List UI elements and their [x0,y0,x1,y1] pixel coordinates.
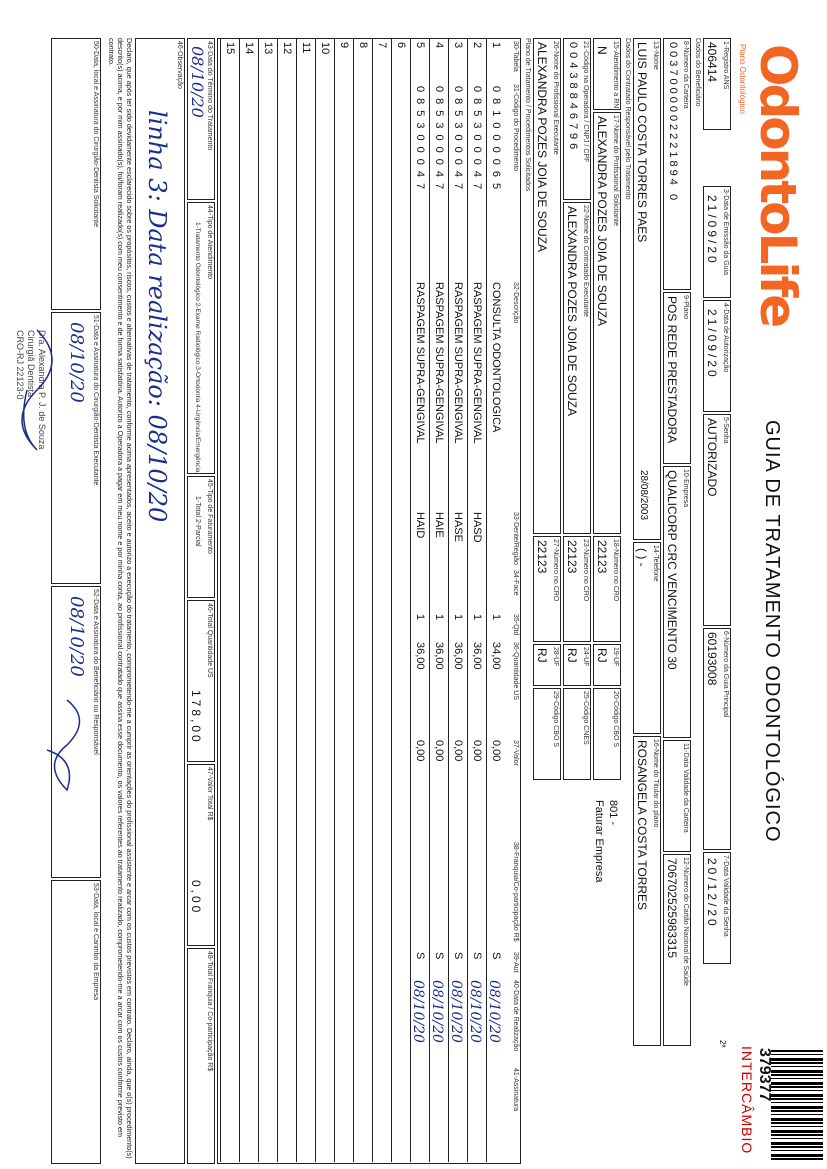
cell-n: 7 [376,42,388,49]
cell-qtd_us: 34,00 [490,642,502,670]
cell-codigo: 085300047 [433,86,445,196]
brand-tagline: Plano Odontológico [738,44,747,114]
uf-contratado-value: RJ [565,648,579,663]
telefone-label: 14-Telefone [652,545,659,582]
validade-senha-label: 7-Data Validade da Senha [722,855,729,937]
col-data: 40-Data de Realização [512,980,519,1052]
termino-handwritten: 08/10/20 [188,46,207,118]
cell-n: 15 [224,42,236,55]
uf-executante-value: RJ [535,648,549,663]
tipo-faturamento-options: 1-Total 2-Parcial [194,496,201,547]
guia-principal-value: 60193008 [705,632,719,686]
cell-n: 2 [471,42,483,49]
cell-qtd: 1 [433,614,445,621]
cell-n: 13 [262,42,274,55]
registro-ans-value: 406414 [705,42,719,83]
data-autorizacao-value: 21/09/20 [705,309,719,380]
total-qtd-us-value: 178,00 [189,690,203,745]
cell-qtd_us: 36,00 [414,642,426,670]
guide-type: INTERCÂMBIO [739,1046,755,1155]
cell-data: 08/10/20 [467,980,483,1043]
carteira-label: 8-Número da Carteira [682,41,689,109]
validade-carteira-label: 11-Data Validade da Carteira [682,743,689,833]
cell-valor: 0,00 [452,740,464,762]
row-divider [258,38,259,1162]
cell-dente: HASD [471,512,483,543]
sig-empresa-label: 53-Data, local e Carimbo da Empresa [92,883,99,1001]
sig-executante-label: 51-Data e Assinatura do Cirurgião-Dentista Executante [92,315,99,486]
cell-descricao: RASPAGEM SUPRA-GENGIVAL [452,282,464,444]
cro-contratado-value: 22123 [565,540,579,574]
declaration-text: Declaro, que após ter sido devidamente esclarecido sobre os propósitos, riscos, custos e alternativas de tratamento, conforme acima apresentados, aceito e autorizo a execução do tratamento, comprometendo-me a cumprir as orientações do profissional assistente e arcar com os custos previstos em contrato. Declaro, ainda, que o(s) procedimento(s) descrito(s) acima, e por mim assinado(s), foi/foram realizado(s) com meu consentimento e de forma satisfatória. Autorizo a Operadora a pagar em meu nome e por minha conta, ao profissional contratado que assina esse documento, os valores referentes ao tratamento realizado, comprometendo-me a arcar com os custos conforme previsto em contrato. [107,38,134,1159]
uf-solicitante-value: RJ [595,648,609,663]
cell-n: 3 [452,42,464,49]
observacao-label: 46-Observação [176,41,183,89]
cell-codigo: 085300047 [452,86,464,196]
cartao-nacional-value: 706702525983315 [665,858,679,959]
nome-contratado-value: ALEXANDRA POZES JOIA DE SOUZA [565,206,579,417]
cell-codigo: 081000065 [490,86,502,196]
col-descricao: 32-Descrição [512,282,519,324]
col-aut: 39-Aut [512,952,519,973]
cell-valor: 0,00 [471,740,483,762]
uf-executante-label: 28-UF [552,647,559,667]
nome-value: LUIS PAULO COSTA TORRES PAES [635,42,649,243]
cell-codigo: 085300047 [414,86,426,196]
data-nascimento-value: 28/08/2003 [638,470,649,521]
executante-date-handwritten: 08/10/20 [66,322,87,403]
row-divider [372,38,373,1162]
row-divider [220,38,221,1162]
cro-contratado-label: 23-Número no CRO [582,539,589,602]
stamp-line-1: Dra. Alexandra P. J. de Souza [37,330,47,450]
contratado-section: Dados do Contratado Responsável pelo Tratamento [624,38,631,200]
cell-valor: 0,00 [433,740,445,762]
cell-qtd: 1 [452,614,464,621]
guia-principal-label: 6-Número da Guia Principal [722,631,729,718]
stamp-line-3: CRO-RJ 22123-0 [15,330,25,400]
brand-logo: OdontoLife [749,44,807,326]
page-label: 2ª [718,1040,727,1048]
titular-value: ROSANGELA COSTA TORRES [635,740,649,911]
cell-n: 8 [357,42,369,49]
cell-descricao: RASPAGEM SUPRA-GENGIVAL [414,282,426,444]
cnes-label: 25-Código CNES [582,691,589,745]
row-divider [296,38,297,1162]
cell-aut: S [471,952,483,960]
cell-qtd: 1 [414,614,426,621]
cell-valor: 0,00 [490,740,502,762]
codigo-operadora-value: 00438846796 [567,42,579,154]
codigo-operadora-label: 21-Código na Operadora / CNPJ / CPF [582,41,589,163]
uf-contratado-label: 24-UF [582,647,589,667]
empresa-value: QUALICORP CRC VENCIMENTO 30 [665,470,679,670]
cell-aut: S [452,952,464,960]
atendimento-rn-value: N [595,46,609,55]
beneficiario-section: Dados do Beneficiário [694,38,701,107]
cell-qtd_us: 36,00 [433,642,445,670]
cro-solicitante-value: 22123 [595,540,609,574]
valor-total-label: 47-Valor Total R$ [206,767,213,821]
cell-codigo: 085300047 [471,86,483,196]
titular-label: 16-Nome do Titular do plano [652,739,659,828]
atendimento-rn-label: 15-Atendimento a RN [612,41,619,109]
telefone-value: ( ) - [635,548,649,567]
cell-n: 1 [490,42,502,49]
row-divider [239,38,240,1162]
stamp-line-2: Cirurgiã Dentista [26,330,36,398]
col-assinatura: 41-Assinatura [512,1068,519,1112]
beneficiario-signature [47,700,80,790]
col-franquia: 38-Franquia/Co-participação R$ [512,842,519,942]
cell-valor: 0,00 [414,740,426,762]
cbo-executante-label: 29-Código CBO S [552,691,559,748]
col-qtd-us: 36-Quantidade US [512,642,519,700]
uf-solicitante-label: 19-UF [612,647,619,667]
cell-data: 08/10/20 [448,980,464,1043]
cro-solicitante-label: 18-Número no CRO [612,539,619,602]
cell-n: 14 [243,42,255,55]
cell-n: 4 [433,42,445,49]
senha-label: 5-Senha [722,417,729,444]
col-codigo: 31-Código do Procedimento [512,84,519,172]
cell-qtd_us: 36,00 [471,642,483,670]
cell-descricao: RASPAGEM SUPRA-GENGIVAL [471,282,483,444]
plano-label: 9-Plano [682,295,689,320]
cell-qtd_us: 36,00 [452,642,464,670]
cell-data: 08/10/20 [486,980,502,1043]
tipo-faturamento-label: 45-Tipo de Faturamento [206,479,213,554]
cell-dente: HAID [414,512,426,539]
sig-cirurgiao-label: 50-Data, local e Assinatura do Cirurgião-Dentista Solicitante [92,41,99,227]
termino-label: 43-Data do Término do Tratamento [206,41,213,151]
cell-n: 10 [319,42,331,55]
cartao-nacional-label: 12-Número do Cartão Nacional de Saúde [682,857,689,986]
cell-n: 11 [300,42,312,54]
senha-value: AUTORIZADO [705,418,719,497]
cell-data: 08/10/20 [429,980,445,1043]
nome-label: 13-Nome [652,41,659,70]
row-divider [353,38,354,1162]
guide-number: 379377 [756,1048,773,1102]
sig-beneficiario-label: 52-Data e Assinatura do Beneficiário ou Responsável [92,589,99,755]
billing-note-2: Faturar Empresa [593,800,605,883]
data-emissao-label: 3-Data de Emissão da Guia [722,189,729,275]
cro-executante-label: 27-Número no CRO [552,539,559,602]
row-divider [315,38,316,1162]
cell-n: 6 [395,42,407,49]
plano-value: POS REDE PRESTADORA [665,296,679,444]
total-qtd-us-label: 46-Total Quantidade US [206,603,213,678]
executante-signature [22,330,52,450]
data-autorizacao-label: 4-Data de Autorização [722,303,729,373]
nome-contratado-label: 22-Nome do Contratado Executante [582,205,589,318]
cell-n: 12 [281,42,293,55]
prof-executante-value: ALEXANDRA POZES JOIA DE SOUZA [535,42,549,253]
carteira-value: 0037000002221894 0 [667,42,679,204]
registro-ans-label: 1-Registro ANS [722,41,729,90]
cell-dente: HASE [452,512,464,542]
cell-dente: HAIE [433,512,445,538]
tipo-atendimento-label: 44-Tipo de Atendimento [206,205,213,280]
row-divider [391,38,392,1162]
plano-tratamento-section: Plano de Tratamento / Procedimentos Solicitados [524,38,531,192]
cell-n: 5 [414,42,426,49]
validade-senha-value: 20/12/20 [705,858,719,929]
data-emissao-value: 21/09/20 [705,195,719,266]
total-franquia-label: 48-Total Franquia / Co-participação R$ [206,951,213,1072]
observacao-handwritten: linha 3: Data realização: 08/10/20 [143,110,171,523]
cell-aut: S [414,952,426,960]
beneficiario-date-handwritten: 08/10/20 [66,596,87,677]
cell-data: 08/10/20 [410,980,426,1043]
row-divider [277,38,278,1162]
col-qtd: 35-Qtd [512,614,519,636]
cbo-solicitante-label: 20-Código CBO S [612,691,619,748]
col-face: 34-Face [512,570,519,596]
cro-executante-value: 22123 [535,540,549,574]
billing-note-1: 801 - [607,800,619,826]
prof-solicitante-value: ALEXANDRA POZES JOIA DE SOUZA [595,116,609,327]
valor-total-value: 0,00 [189,880,203,916]
row-divider [334,38,335,1162]
prof-solicitante-label: 17-Nome do Profissional Solicitante [612,115,619,226]
col-tabela: 30-Tabela [512,41,519,72]
form-title: GUIA DE TRATAMENTO ODONTOLÓGICO [761,420,783,843]
cell-descricao: CONSULTA ODONTOLOGICA [490,282,502,433]
cell-qtd: 1 [471,614,483,621]
cell-qtd: 1 [490,614,502,621]
cell-aut: S [490,952,502,960]
cell-aut: S [433,952,445,960]
tipo-atendimento-options: 1-Tratamento Odontológico 2-Exame Radiológico 3-Ortodontia 4-Urgência/Emergência [194,222,201,473]
col-dente: 33-Dente/Região [512,512,519,565]
col-valor: 37-Valor [512,740,519,766]
cell-descricao: RASPAGEM SUPRA-GENGIVAL [433,282,445,444]
prof-executante-label: 26-Nome do Profissional Executante [552,41,559,155]
cell-n: 9 [338,42,350,49]
empresa-label: 10-Empresa [682,469,689,508]
